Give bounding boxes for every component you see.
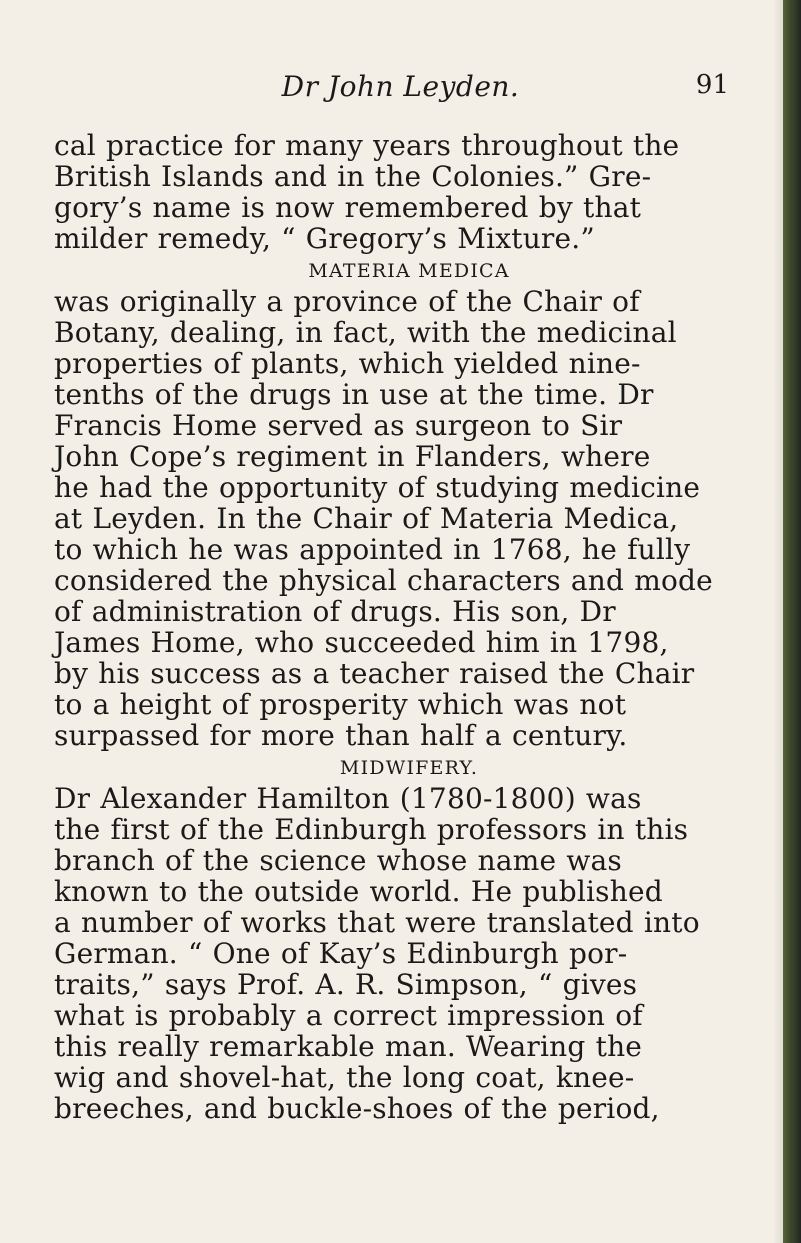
- text-line: considered the physical characters and mode: [54, 564, 713, 597]
- section-heading-midwifery: MIDWIFERY.: [339, 757, 479, 779]
- text-line: the first of the Edinburgh professors in this: [54, 813, 689, 846]
- text-line: John Cope’s regiment in Flanders, where: [54, 440, 651, 473]
- text-line: known to the outside world. He published: [54, 875, 663, 908]
- text-line: cal practice for many years throughout the: [54, 129, 680, 162]
- text-line: properties of plants, which yielded nine-: [54, 347, 641, 380]
- text-line: at Leyden. In the Chair of Materia Medica,: [54, 502, 679, 535]
- running-head: Dr John Leyden.: [281, 70, 520, 103]
- text-line: Francis Home served as surgeon to Sir: [54, 409, 623, 442]
- section-heading-materia-medica: MATERIA MEDICA: [308, 260, 510, 282]
- body-text: [54, 130, 764, 1124]
- text-line: James Home, who succeeded him in 1798,: [54, 626, 669, 659]
- page-header: [0, 70, 801, 110]
- book-spine-edge: [783, 0, 801, 1243]
- text-line: a number of works that were translated into: [54, 906, 700, 939]
- text-line: of administration of drugs. His son, Dr: [54, 595, 616, 628]
- text-line: what is probably a correct impression of: [54, 999, 643, 1032]
- page-gutter-shadow: [773, 0, 783, 1243]
- text-line: Botany, dealing, in fact, with the medicinal: [54, 316, 677, 349]
- text-line: traits,” says Prof. A. R. Simpson, “ gives: [54, 968, 638, 1001]
- text-line: Dr Alexander Hamilton (1780-1800) was: [54, 782, 642, 815]
- page-number: 91: [695, 70, 729, 100]
- text-line: he had the opportunity of studying medicine: [54, 471, 701, 504]
- text-line: tenths of the drugs in use at the time. Dr: [54, 378, 654, 411]
- text-line: by his success as a teacher raised the Chair: [54, 657, 695, 690]
- text-line: to a height of prosperity which was not: [54, 688, 627, 721]
- text-line: was originally a province of the Chair of: [54, 285, 640, 318]
- text-line: wig and shovel-hat, the long coat, knee-: [54, 1061, 635, 1094]
- text-line: to which he was appointed in 1768, he fully: [54, 533, 691, 566]
- text-line: milder remedy, “ Gregory’s Mixture.”: [54, 222, 595, 255]
- text-line: gory’s name is now remembered by that: [54, 191, 642, 224]
- text-line: this really remarkable man. Wearing the: [54, 1030, 643, 1063]
- text-line: German. “ One of Kay’s Edinburgh por-: [54, 937, 628, 970]
- text-line: British Islands and in the Colonies.” Gre-: [54, 160, 652, 193]
- text-line: branch of the science whose name was: [54, 844, 622, 877]
- text-line: breeches, and buckle-shoes of the period,: [54, 1092, 660, 1125]
- text-line: surpassed for more than half a century.: [54, 719, 628, 752]
